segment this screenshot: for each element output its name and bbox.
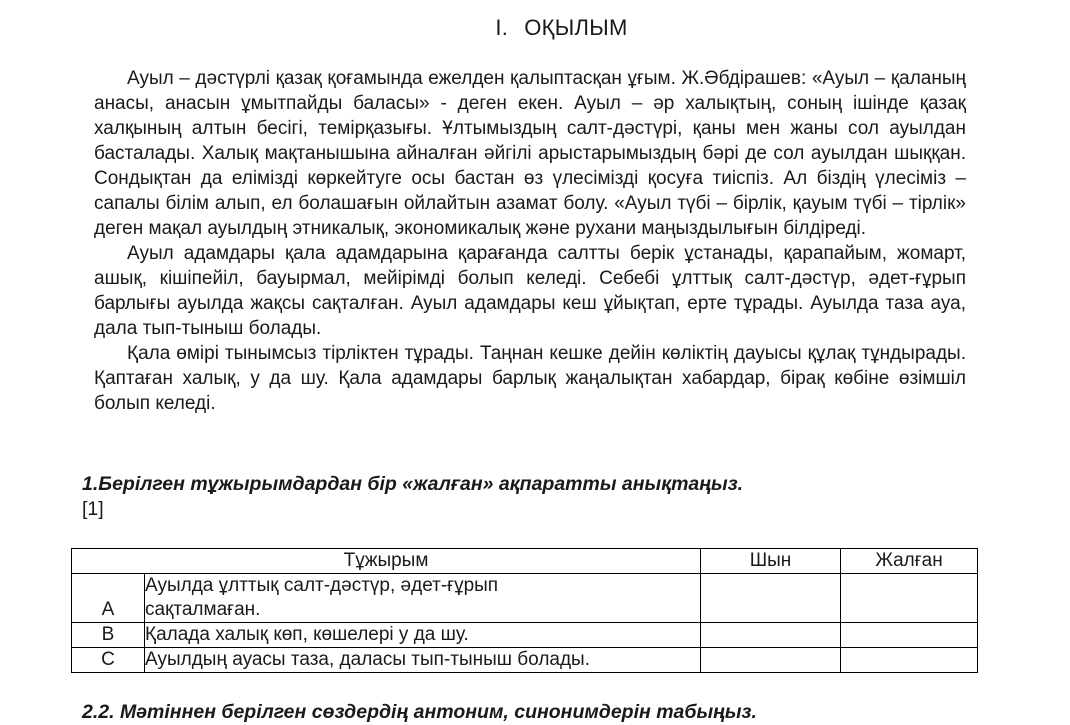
section-title: ОҚЫЛЫМ [524, 15, 628, 40]
row-statement: Қалада халық көп, көшелері у да шу. [145, 623, 701, 648]
answer-false-cell[interactable] [841, 574, 978, 623]
paragraph-1: Ауыл – дәстүрлі қазақ қоғамында ежелден қалыптасқан ұғым. Ж.Әбдірашев: «Ауыл – қаланың анасы, анасын ұмытпайды баласы» - деген екен. Ауыл – әр халықтың, соның ішінде қазақ халқының алтын бесігі, темірқазығы. Ұлтымыздың салт-дәстүрі, қаны мен жаны сол ауылдан басталады. Халық мақтанышына айналған әйгілі арыстарымыздың бәрі де сол ауылдан шыққан. Сондықтан да елімізді көркейтуге осы бастан өз үлесімізді қосуға тиіспіз. Ал біздің үлесіміз – сапалы білім алып, ел болашағын ойлайтын азамат болу. «Ауыл түбі – бірлік, қауым түбі – тірлік» деген мақал ауылдың этникалық, экономикалық және рухани маңыздылығын білдіреді. [94, 68, 966, 239]
answer-false-cell[interactable] [841, 648, 978, 673]
answer-true-cell[interactable] [701, 648, 841, 673]
row-letter: B [72, 623, 145, 648]
paragraph-3: Қала өмірі тынымсыз тірліктен тұрады. Таңнан кешке дейін көліктің дауысы құлақ тұндырады. Қаптаған халық, у да шу. Қала адамдары барлық жаңалықтан хабардар, бірақ көбіне өзімшіл болып келеді. [94, 343, 966, 414]
true-false-table [71, 548, 978, 673]
section-number: I. [495, 15, 509, 40]
table-header-row [72, 549, 978, 574]
row-statement-text: Ауылда ұлттық салт-дәстүр, әдет-ғұрып сақталмаған. [145, 575, 499, 620]
header-false: Жалған [841, 549, 978, 574]
header-statement: Тұжырым [72, 549, 701, 574]
table-row [72, 574, 978, 623]
answer-true-cell[interactable] [701, 623, 841, 648]
reading-text [94, 66, 966, 416]
section-heading [0, 15, 1070, 41]
table-row [72, 623, 978, 648]
row-letter: A [72, 574, 145, 623]
question-1: 1.Берілген тұжырымдардан бір «жалған» ақпаратты анықтаңыз. [82, 473, 744, 495]
row-statement [145, 574, 701, 623]
header-true: Шын [701, 549, 841, 574]
row-letter: C [72, 648, 145, 673]
paragraph-2: Ауыл адамдары қала адамдарына қарағанда салтты берік ұстанады, қарапайым, жомарт, ашық, кішіпейіл, бауырмал, мейірімді болып келеді. Себебі ұлттық салт-дәстүр, әдет-ғұрып барлығы ауылда жақсы сақталған. Ауыл адамдары кеш ұйықтап, ерте тұрады. Ауылда таза ауа, дала тып-тыныш болады. [94, 243, 966, 339]
question-1-mark: [1] [82, 498, 104, 520]
row-statement: Ауылдың ауасы таза, даласы тып-тыныш болады. [145, 648, 701, 673]
table-row [72, 648, 978, 673]
question-2-cutoff: 2.2. Мәтіннен берілген сөздердің антоним, синонимдерін табыңыз. [82, 701, 757, 723]
answer-true-cell[interactable] [701, 574, 841, 623]
answer-false-cell[interactable] [841, 623, 978, 648]
